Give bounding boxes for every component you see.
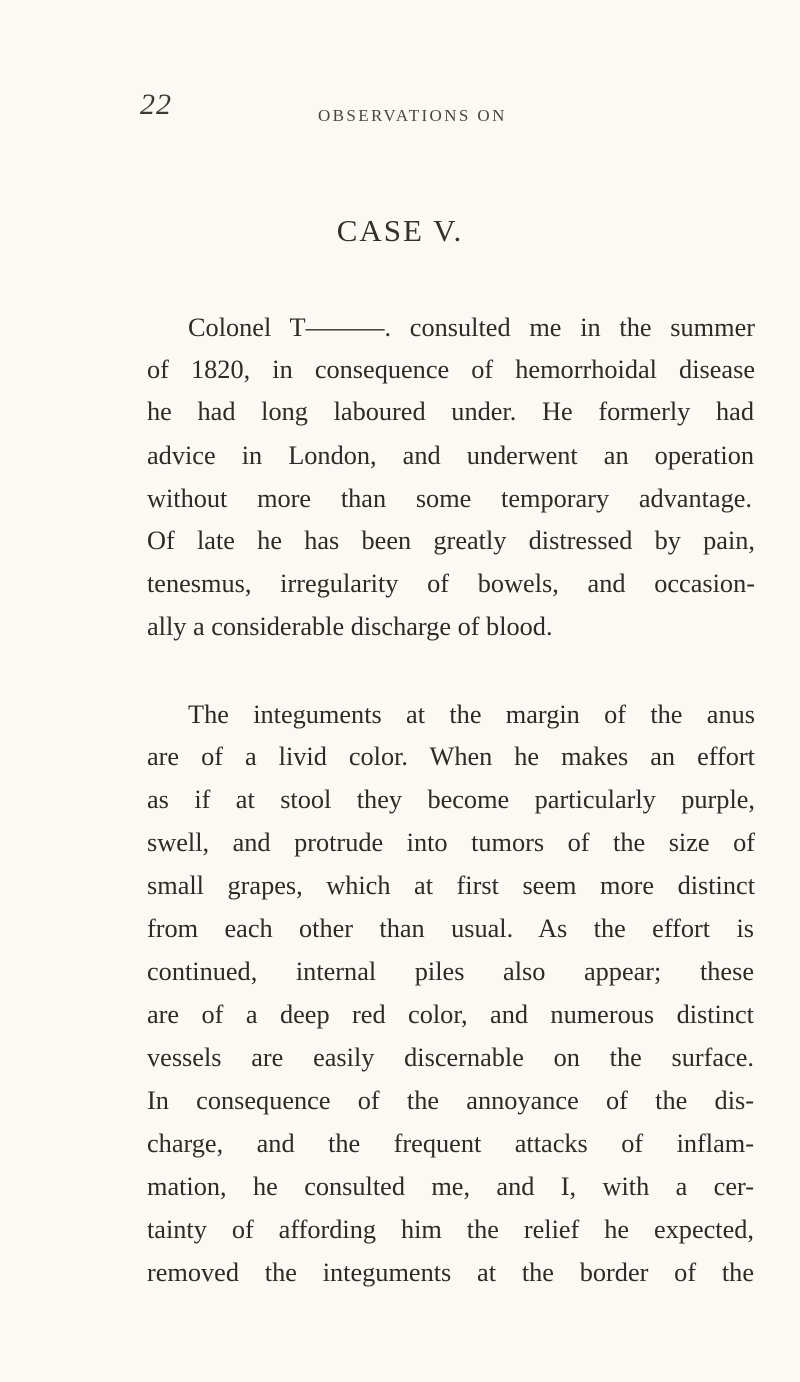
paragraph-2-line-13: tainty of affording him the relief he expected, <box>147 1215 754 1244</box>
paragraph-2-line-8: are of a deep red color, and numerous distinct <box>147 1000 754 1029</box>
paragraph-1-line-4: advice in London, and underwent an operation <box>147 441 754 470</box>
paragraph-2-line-11: charge, and the frequent attacks of inflam- <box>147 1129 754 1158</box>
running-head: OBSERVATIONS ON <box>318 106 507 125</box>
page-number: 22 <box>140 88 172 121</box>
paragraph-1-line-5: without more than some temporary advantage. <box>147 484 752 513</box>
paragraph-1-line-1: Colonel T———. consulted me in the summer <box>188 313 755 342</box>
paragraph-2-line-2: are of a livid color. When he makes an effort <box>147 742 755 771</box>
paragraph-1-line-3: he had long laboured under. He formerly had <box>147 397 754 426</box>
paragraph-1-line-7: tenesmus, irregularity of bowels, and occasion- <box>147 569 755 598</box>
paragraph-2-line-14: removed the integuments at the border of the <box>147 1258 754 1287</box>
paragraph-1-line-8: ally a considerable discharge of blood. <box>147 612 553 641</box>
paragraph-2-line-12: mation, he consulted me, and I, with a cer- <box>147 1172 754 1201</box>
paragraph-1-line-6: Of late he has been greatly distressed by pain, <box>147 526 755 555</box>
paragraph-2-line-3: as if at stool they become particularly purple, <box>147 785 755 814</box>
paragraph-2-line-6: from each other than usual. As the effort is <box>147 914 754 943</box>
paragraph-2-line-10: In consequence of the annoyance of the dis- <box>147 1086 754 1115</box>
paragraph-2-line-5: small grapes, which at first seem more distinct <box>147 871 755 900</box>
paragraph-1-line-2: of 1820, in consequence of hemorrhoidal disease <box>147 355 755 384</box>
case-heading: CASE V. <box>336 213 464 248</box>
paragraph-2-line-7: continued, internal piles also appear; these <box>147 957 754 986</box>
paragraph-2-line-1: The integuments at the margin of the anus <box>188 700 755 729</box>
paragraph-2-line-4: swell, and protrude into tumors of the size of <box>147 828 755 857</box>
paragraph-2-line-9: vessels are easily discernable on the surface. <box>147 1043 754 1072</box>
